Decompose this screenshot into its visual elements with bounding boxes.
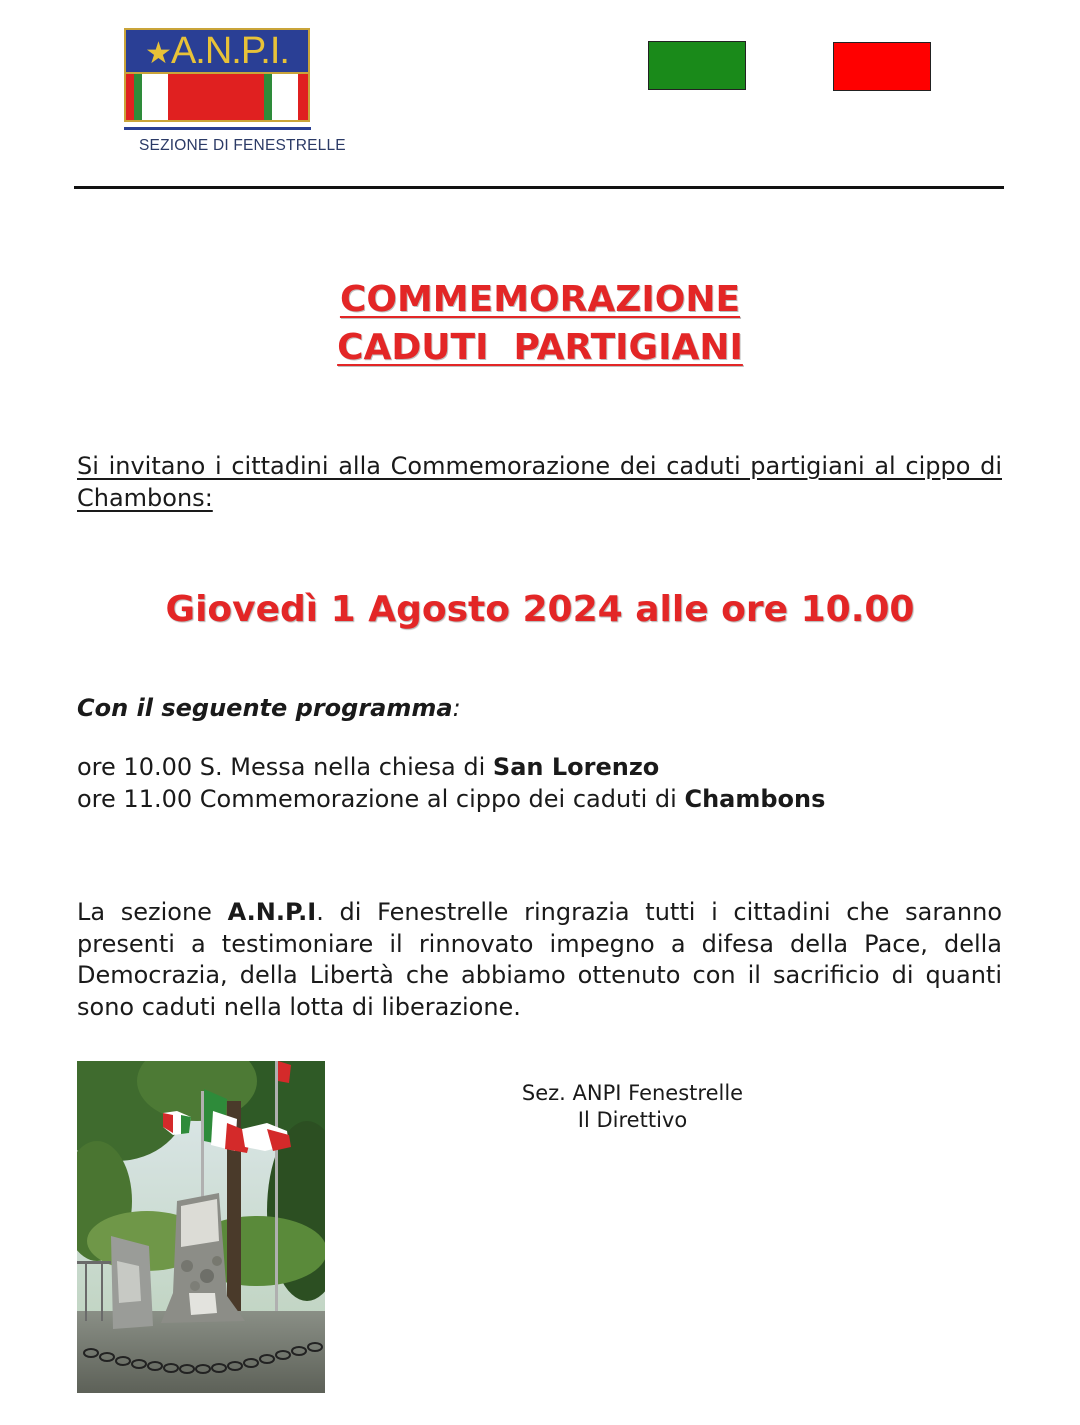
page-title: [0, 276, 1080, 372]
memorial-photo: [77, 1061, 325, 1393]
red-swatch: [833, 42, 931, 91]
event-date: Giovedì 1 Agosto 2024 alle ore 10.00: [165, 589, 915, 630]
title-line-1: COMMEMORAZIONE: [339, 279, 741, 320]
program-heading-colon: :: [452, 694, 461, 722]
program-item-text: ore 11.00 Commemorazione al cippo dei caduti di: [77, 785, 685, 813]
closing-org: A.N.P.I: [227, 898, 317, 926]
signature-line-1: Sez. ANPI Fenestrelle: [521, 1081, 744, 1105]
closing-paragraph: [77, 897, 1002, 1023]
logo-tricolor-band: [124, 74, 310, 122]
closing-after: . di Fenestrelle ringrazia tutti i cittadini che saranno presenti a testimoniare il rinnovato impegno a difesa della Pace, della Democrazia, della Libertà che abbiamo ottenuto con il sacrificio di quanti sono caduti nella lotta di liberazione.: [77, 898, 1002, 1021]
program-item: [77, 783, 825, 815]
section-caption: SEZIONE DI FENESTRELLE: [139, 137, 346, 154]
signature: [470, 1080, 795, 1134]
logo-text: A.N.P.I.: [170, 30, 289, 72]
program-item-text: ore 10.00 S. Messa nella chiesa di: [77, 753, 493, 781]
header-divider: [74, 186, 1004, 189]
program-heading-text: Con il seguente programma: [77, 694, 453, 722]
anpi-logo: [124, 28, 310, 124]
program-item: [77, 751, 659, 783]
program-item-place: San Lorenzo: [492, 753, 660, 781]
star-icon: ★: [145, 37, 171, 70]
logo-banner: [124, 28, 310, 74]
program-heading: [77, 694, 461, 722]
signature-line-2: Il Direttivo: [577, 1108, 688, 1132]
logo-underline: [124, 127, 311, 130]
program-item-place: Chambons: [684, 785, 826, 813]
invitation-text: Si invitano i cittadini alla Commemorazione dei caduti partigiani al cippo di Chambons:: [77, 452, 1002, 512]
green-swatch: [648, 41, 746, 90]
title-line-2: CADUTI PARTIGIANI: [337, 327, 743, 368]
closing-before: La sezione: [77, 898, 228, 926]
